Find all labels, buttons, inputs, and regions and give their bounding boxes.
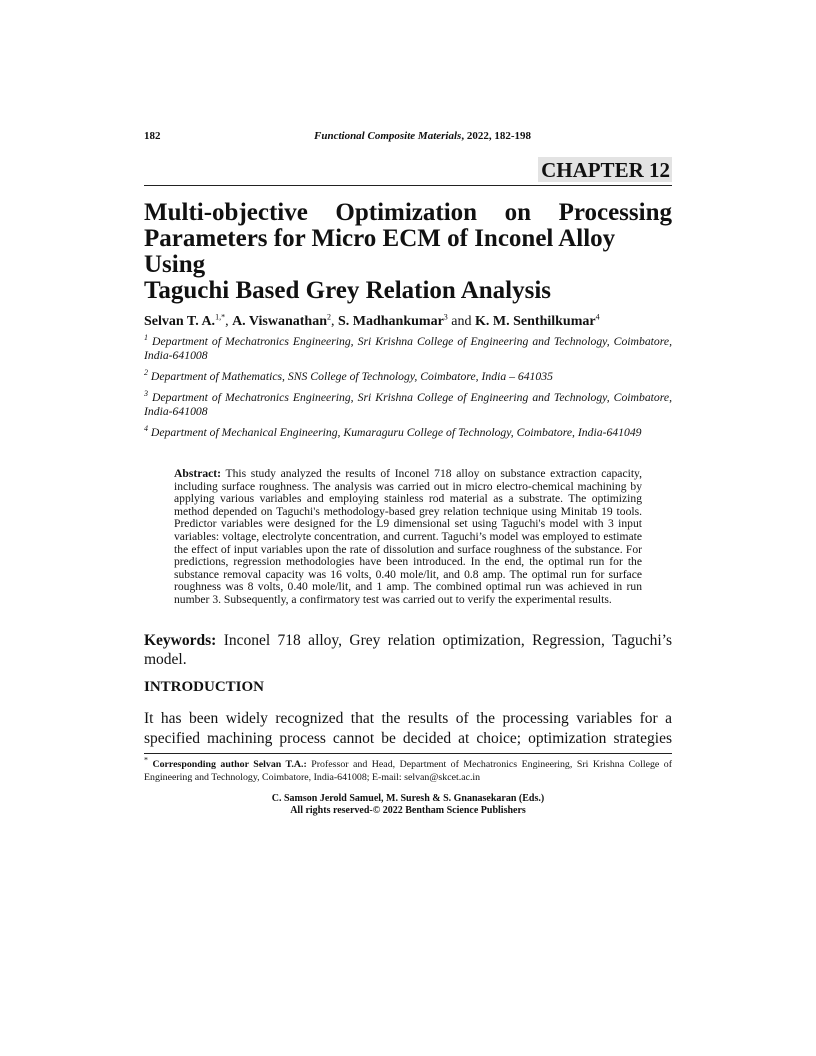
affiliation-text: Department of Mathematics, SNS College of Technology, Coimbatore, India – 641035 [150,370,553,383]
footnote-marker: * [144,755,148,765]
chapter-label: CHAPTER 12 [538,157,672,182]
footnote-label: Corresponding author Selvan T.A.: [152,758,307,770]
author-separator: , [225,314,233,329]
editors-credit [144,793,672,818]
journal-name: Functional Composite Materials [314,130,462,142]
title-word: Processing [558,199,672,226]
abstract-text: This study analyzed the results of Inconel 718 alloy on substance extraction capacity, including surface roughness. The analysis was carried out in micro electro-chemical machining by applying various variables and employing stainless rod material as a substrate. The optimizing method depended on Taguchi's methodology-based grey relation technique using Minitab 19 tools. Predictor variables were designed for the L9 dimensional set using Taguchi's model with 3 input variables: voltage, electrolyte concentration, and current. Taguchi’s model was employed to estimate the effect of input variables upon the rate of dissolution and surface roughness of the substance. For predictions, regression methodologies have been introduced. In the end, the optimal run for the substance removal capacity was 16 volts, 0.40 mole/lit, and 0.8 amp. The optimal run for surface roughness was 8 volts, 0.40 mole/lit, and 1 amp. The combined optimal run was achieved in run number 3. Subsequently, a confirmatory test was carried out to verify the experimental results. [174,467,642,606]
footnote-text: Professor and Head, Department of Mechatronics Engineering, Sri Krishna College of Engineering and Technology, Coimbatore, India-641008; E-mail: selvan@skcet.ac.in [144,758,673,783]
affiliation-text: Department of Mechatronics Engineering, Sri Krishna College of Engineering and Technology, Coimbatore, India-641008 [144,391,673,418]
title-line-3: Taguchi Based Grey Relation Analysis [144,277,552,304]
chapter-title [144,200,672,304]
affiliation-marker: 4 [144,424,148,434]
affiliation-marker: 2 [144,368,148,378]
affiliation [144,370,672,384]
copyright-line: All rights reserved-© 2022 Bentham Science Publishers [290,805,526,817]
affiliation [144,391,672,419]
title-line-2: Parameters for Micro ECM of Inconel Alloy Using [144,225,616,278]
keywords-text: Inconel 718 alloy, Grey relation optimization, Regression, Taguchi’s model. [144,631,672,668]
author-list [144,313,672,331]
author-affiliation-marker: 2 [326,312,331,322]
running-header [144,129,672,144]
author-separator: and [447,314,476,329]
affiliation [144,426,672,440]
affiliation [144,335,672,363]
abstract-label: Abstract: [174,467,222,480]
affiliation-text: Department of Mechatronics Engineering, Sri Krishna College of Engineering and Technology, Coimbatore, India-641008 [144,335,673,362]
title-word: on [504,199,532,226]
author-name: Selvan T. A. [144,314,216,329]
paragraph-line: It has been widely recognized that the results of the processing variables for a [144,709,672,727]
affiliations [144,335,672,440]
author-name: K. M. Senthilkumar [475,314,596,329]
header-divider [144,185,672,186]
title-word: Multi-objective [144,199,308,226]
author-separator: , [330,314,338,329]
section-heading-introduction: INTRODUCTION [144,678,265,695]
author-name: A. Viswanathan [232,314,327,329]
chapter-label-row [144,157,672,185]
title-word: Optimization [335,199,478,226]
author-affiliation-marker: 4 [595,312,600,322]
affiliation-text: Department of Mechanical Engineering, Kumaraguru College of Technology, Coimbatore, India-641049 [150,426,642,439]
author-affiliation-marker: 1,* [215,312,226,322]
affiliation-marker: 3 [144,389,148,399]
keywords-label: Keywords: [144,631,217,649]
title-line-1 [144,200,672,226]
editors-line: C. Samson Jerold Samuel, M. Suresh & S. Gnanasekaran (Eds.) [271,792,545,804]
page-number: 182 [144,130,161,142]
footnote [144,755,673,784]
author-affiliation-marker: 3 [443,312,448,322]
footnote-divider [144,753,672,754]
affiliation-marker: 1 [144,333,148,343]
keywords [144,631,672,669]
abstract [174,468,642,607]
author-name: S. Madhankumar [337,314,444,329]
introduction-paragraph [144,709,672,749]
paragraph-line: specified machining process cannot be decided at choice; optimization strategies [144,729,672,747]
journal-citation [314,129,531,144]
journal-info: , 2022, 182-198 [461,130,531,142]
